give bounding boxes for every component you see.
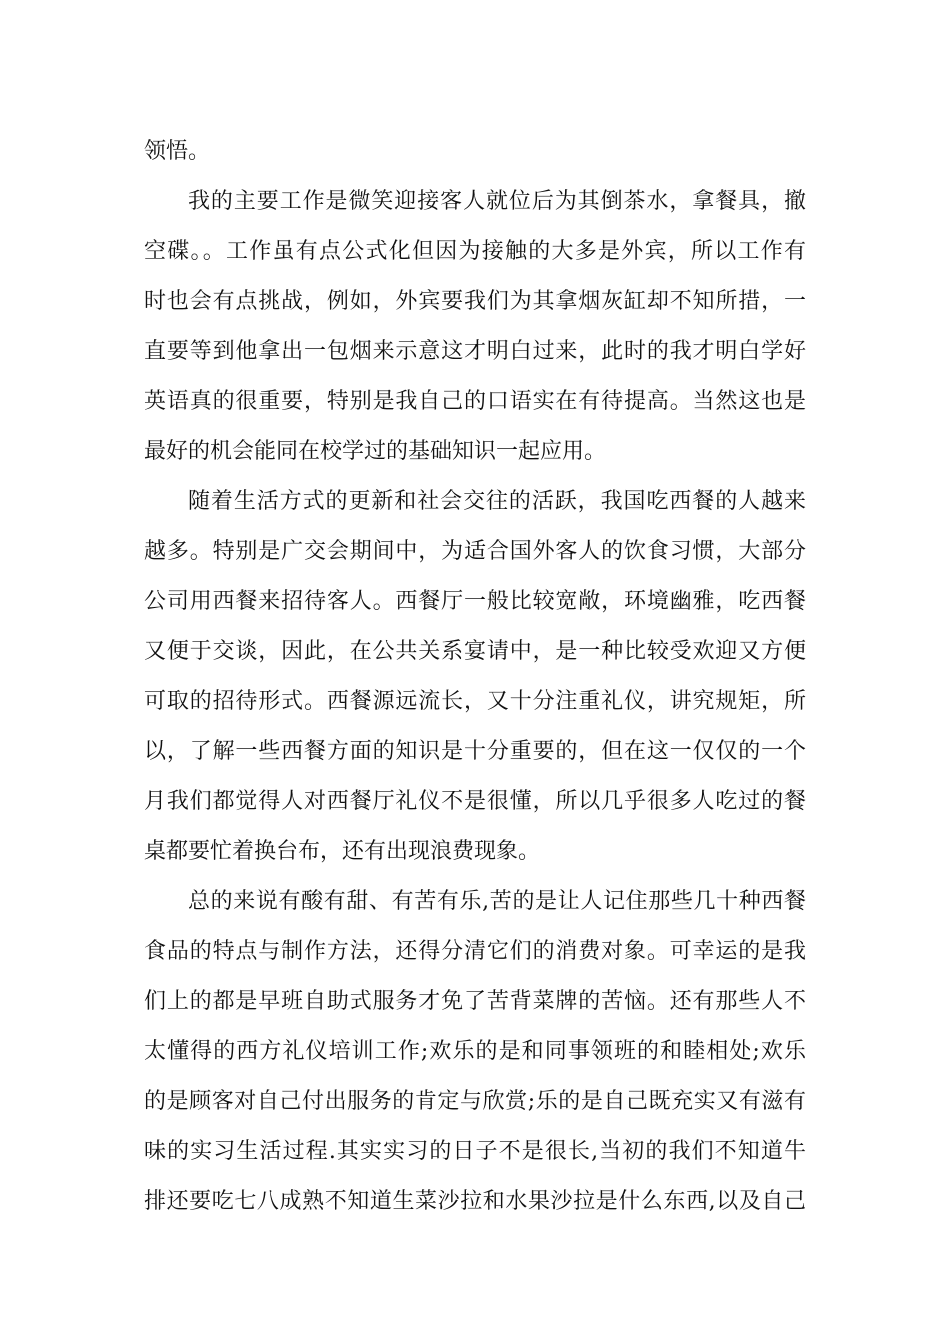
text-line: 可取的招待形式。西餐源远流长，又十分注重礼仪，讲究规矩，所 [144,689,806,714]
text-line: 味的实习生活过程.其实实习的日子不是很长,当初的我们不知道牛 [144,1139,806,1164]
text-line: 又便于交谈，因此，在公共关系宴请中，是一种比较受欢迎又方便 [144,639,806,664]
text-line: 食品的特点与制作方法，还得分清它们的消费对象。可幸运的是我 [144,939,806,964]
text-line: 排还要吃七八成熟不知道生菜沙拉和水果沙拉是什么东西,以及自己 [144,1189,806,1214]
text-line: 公司用西餐来招待客人。西餐厅一般比较宽敞，环境幽雅，吃西餐 [144,589,806,614]
paragraph-first-line: 随着生活方式的更新和社会交往的活跃，我国吃西餐的人越来 [188,489,806,514]
paragraph-first-line: 总的来说有酸有甜、有苦有乐,苦的是让人记住那些几十种西餐 [188,889,806,914]
text-line: 的是顾客对自己付出服务的肯定与欣赏;乐的是自己既充实又有滋有 [144,1089,806,1114]
text-line: 以，了解一些西餐方面的知识是十分重要的，但在这一仅仅的一个 [144,739,806,764]
text-line: 越多。特别是广交会期间中，为适合国外客人的饮食习惯，大部分 [144,539,806,564]
text-line: 时也会有点挑战，例如，外宾要我们为其拿烟灰缸却不知所措，一 [144,289,806,314]
paragraph-first-line: 我的主要工作是微笑迎接客人就位后为其倒茶水，拿餐具，撤 [188,189,806,214]
text-line: 直要等到他拿出一包烟来示意这才明白过来，此时的我才明白学好 [144,339,806,364]
text-line: 月我们都觉得人对西餐厅礼仪不是很懂，所以几乎很多人吃过的餐 [144,789,806,814]
text-line: 太懂得的西方礼仪培训工作;欢乐的是和同事领班的和睦相处;欢乐 [144,1039,806,1064]
text-line: 们上的都是早班自助式服务才免了苦背菜牌的苦恼。还有那些人不 [144,989,806,1014]
text-line: 桌都要忙着换台布，还有出现浪费现象。 [144,839,541,864]
text-line: 最好的机会能同在校学过的基础知识一起应用。 [144,439,607,464]
text-line: 领悟。 [144,139,211,164]
text-line: 英语真的很重要，特别是我自己的口语实在有待提高。当然这也是 [144,389,806,414]
text-line: 空碟。。工作虽有点公式化但因为接触的大多是外宾，所以工作有 [144,239,806,264]
